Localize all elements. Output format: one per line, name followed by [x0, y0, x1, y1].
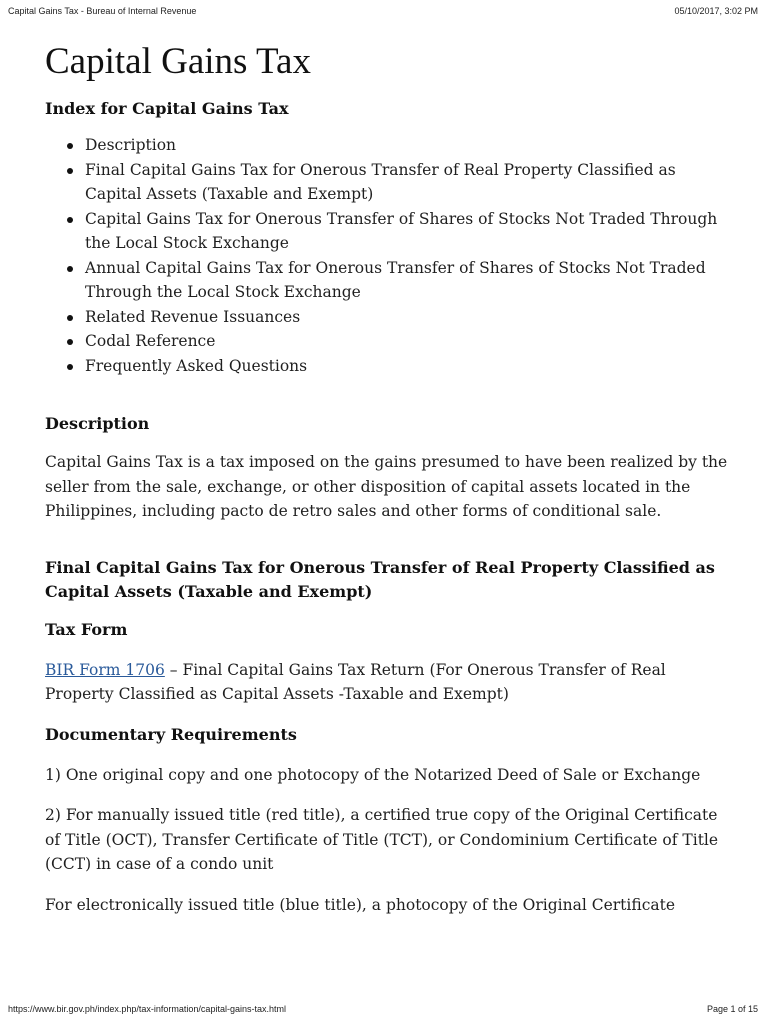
print-footer-url: https://www.bir.gov.ph/index.php/tax-information/capital-gains-tax.html: [8, 1004, 286, 1014]
main-content: [45, 40, 735, 917]
description-text: Capital Gains Tax is a tax imposed on the gains presumed to have been realized by the seller from the sale, exchange, or other disposition of capital assets located in the Philippines, including pacto de retro sales and other forms of conditional sale.: [45, 453, 728, 520]
tax-form-paragraph: [45, 658, 735, 707]
index-list: [45, 133, 735, 378]
tax-form-heading: Tax Form: [45, 619, 128, 639]
index-item-faq[interactable]: Frequently Asked Questions: [85, 354, 735, 379]
description-heading: Description: [45, 414, 150, 433]
requirement-2: 2) For manually issued title (red title), a certified true copy of the Original Certificate of Title (OCT), Transfer Certificate of Title (TCT), or Condominium Certificate of Title (CCT) in case of a condo unit: [45, 806, 719, 873]
final-cgt-heading: Final Capital Gains Tax for Onerous Transfer of Real Property Classified as Capital Assets (Taxable and Exempt): [45, 557, 715, 601]
index-heading: Index for Capital Gains Tax: [45, 99, 289, 118]
documentary-requirements-heading: Documentary Requirements: [45, 724, 297, 744]
bir-form-1706-link[interactable]: BIR Form 1706: [45, 660, 165, 679]
index-item-cgt-shares[interactable]: Capital Gains Tax for Onerous Transfer of Shares of Stocks Not Traded Through the Local Stock Exchange: [85, 207, 735, 256]
requirement-2b: For electronically issued title (blue title), a photocopy of the Original Certificate: [45, 895, 676, 914]
print-header-datetime: 05/10/2017, 3:02 PM: [674, 6, 758, 16]
print-header: [8, 6, 758, 16]
requirement-1: 1) One original copy and one photocopy of the Notarized Deed of Sale or Exchange: [45, 765, 701, 784]
index-item-description[interactable]: Description: [85, 133, 735, 158]
index-item-codal-reference[interactable]: Codal Reference: [85, 329, 735, 354]
print-footer-page: Page 1 of 15: [706, 1004, 758, 1014]
index-item-annual-cgt-shares[interactable]: Annual Capital Gains Tax for Onerous Transfer of Shares of Stocks Not Traded Through the Local Stock Exchange: [85, 256, 735, 305]
print-header-title: Capital Gains Tax - Bureau of Internal Revenue: [8, 6, 197, 16]
print-footer: [8, 1004, 758, 1014]
page-title: Capital Gains Tax: [45, 41, 311, 82]
index-item-final-cgt-real-property[interactable]: Final Capital Gains Tax for Onerous Transfer of Real Property Classified as Capital Assets (Taxable and Exempt): [85, 158, 735, 207]
index-item-related-issuances[interactable]: Related Revenue Issuances: [85, 305, 735, 330]
tax-form-description: – Final Capital Gains Tax Return (For Onerous Transfer of Real Property Classified as Capital Assets -Taxable and Exempt): [45, 660, 666, 703]
